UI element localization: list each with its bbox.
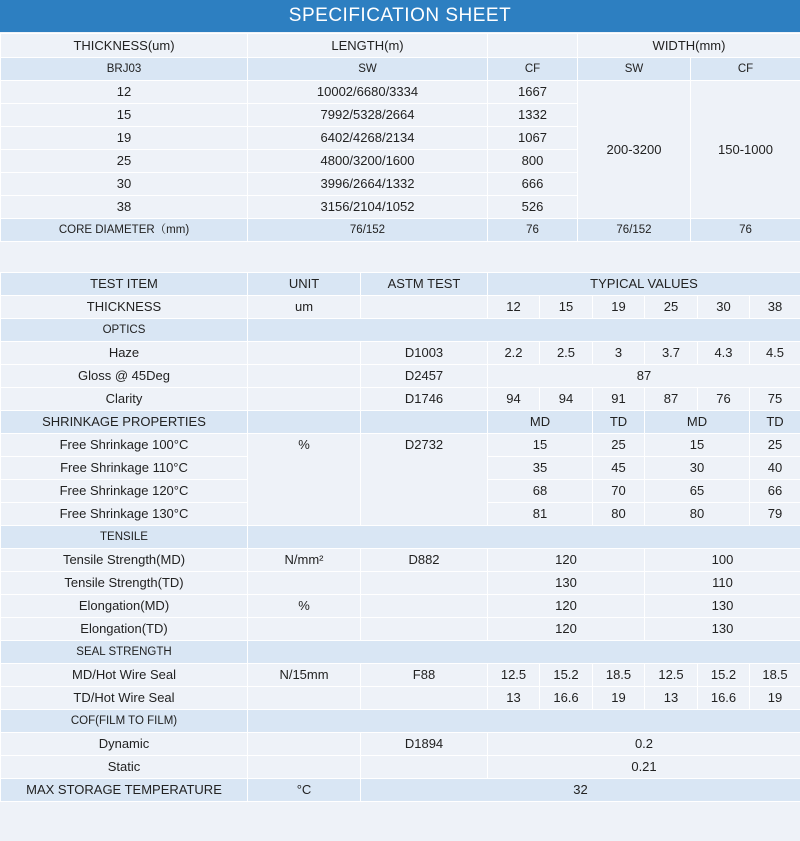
row-unit bbox=[248, 687, 361, 710]
spec-thickness: 30 bbox=[1, 173, 248, 196]
value-cell: 79 bbox=[750, 503, 800, 526]
row-label: Elongation(TD) bbox=[1, 618, 248, 641]
value-cell: 19 bbox=[750, 687, 800, 710]
spec-length-sw: 7992/5328/2664 bbox=[248, 104, 488, 127]
value-cell: 2.5 bbox=[540, 342, 593, 365]
row-astm bbox=[361, 296, 488, 319]
section-band bbox=[248, 411, 361, 434]
row-label: MD/Hot Wire Seal bbox=[1, 664, 248, 687]
value-cell: 45 bbox=[593, 457, 645, 480]
value-cell: 80 bbox=[593, 503, 645, 526]
value-cell: 15.2 bbox=[540, 664, 593, 687]
value-cell: 25 bbox=[750, 434, 800, 457]
header-test-item: TEST ITEM bbox=[1, 273, 248, 296]
value-cell: 35 bbox=[488, 457, 593, 480]
header-width: WIDTH(mm) bbox=[578, 34, 800, 58]
shrinkage-col-header: TD bbox=[593, 411, 645, 434]
row-unit bbox=[248, 365, 361, 388]
core-length-cf: 76 bbox=[488, 219, 578, 242]
value-cell: 100 bbox=[645, 549, 800, 572]
value-cell: 120 bbox=[488, 549, 645, 572]
value-cell: 0.2 bbox=[488, 733, 800, 756]
row-label: Free Shrinkage 100°C bbox=[1, 434, 248, 457]
value-cell: 76 bbox=[698, 388, 750, 411]
value-cell: 38 bbox=[750, 296, 800, 319]
row-unit bbox=[248, 756, 361, 779]
row-unit bbox=[248, 388, 361, 411]
value-cell: 94 bbox=[488, 388, 540, 411]
width-cf-range: 150-1000 bbox=[691, 81, 800, 219]
core-length-sw: 76/152 bbox=[248, 219, 488, 242]
header-typical-values: TYPICAL VALUES bbox=[488, 273, 800, 296]
value-cell: 75 bbox=[750, 388, 800, 411]
row-unit: N/mm² bbox=[248, 549, 361, 572]
value-cell: 81 bbox=[488, 503, 593, 526]
value-cell: 130 bbox=[645, 595, 800, 618]
value-cell: 15 bbox=[488, 434, 593, 457]
test-properties-table bbox=[0, 272, 800, 802]
row-label: TD/Hot Wire Seal bbox=[1, 687, 248, 710]
shrinkage-col-header: MD bbox=[488, 411, 593, 434]
section-cof: COF(FILM TO FILM) bbox=[1, 710, 248, 733]
core-width-sw: 76/152 bbox=[578, 219, 691, 242]
spec-length-sw: 3156/2104/1052 bbox=[248, 196, 488, 219]
row-unit: N/15mm bbox=[248, 664, 361, 687]
spec-length-sw: 3996/2664/1332 bbox=[248, 173, 488, 196]
page-title: SPECIFICATION SHEET bbox=[0, 0, 800, 32]
row-label: MAX STORAGE TEMPERATURE bbox=[1, 779, 248, 802]
spec-length-cf: 1332 bbox=[488, 104, 578, 127]
spec-thickness: 12 bbox=[1, 81, 248, 104]
row-astm bbox=[361, 687, 488, 710]
value-cell: 70 bbox=[593, 480, 645, 503]
row-label: Gloss @ 45Deg bbox=[1, 365, 248, 388]
row-astm: D2457 bbox=[361, 365, 488, 388]
row-astm: D882 bbox=[361, 549, 488, 572]
value-cell: 65 bbox=[645, 480, 750, 503]
value-cell: 80 bbox=[645, 503, 750, 526]
value-cell: 68 bbox=[488, 480, 593, 503]
value-cell: 0.21 bbox=[488, 756, 800, 779]
value-cell: 18.5 bbox=[750, 664, 800, 687]
value-cell: 110 bbox=[645, 572, 800, 595]
row-astm: D1894 bbox=[361, 733, 488, 756]
row-unit: °C bbox=[248, 779, 361, 802]
value-cell: 15.2 bbox=[698, 664, 750, 687]
value-cell: 12 bbox=[488, 296, 540, 319]
value-cell: 13 bbox=[645, 687, 698, 710]
value-cell: 87 bbox=[645, 388, 698, 411]
section-shrinkage: SHRINKAGE PROPERTIES bbox=[1, 411, 248, 434]
row-label: Dynamic bbox=[1, 733, 248, 756]
subheader-length-sw: SW bbox=[248, 58, 488, 81]
header-length: LENGTH(m) bbox=[248, 34, 488, 58]
value-cell: 15 bbox=[540, 296, 593, 319]
width-sw-range: 200-3200 bbox=[578, 81, 691, 219]
value-cell: 4.5 bbox=[750, 342, 800, 365]
spec-length-cf: 1067 bbox=[488, 127, 578, 150]
section-optics: OPTICS bbox=[1, 319, 248, 342]
header-thickness: THICKNESS(um) bbox=[1, 34, 248, 58]
shrinkage-col-header: MD bbox=[645, 411, 750, 434]
row-unit: % bbox=[248, 595, 361, 618]
row-label: THICKNESS bbox=[1, 296, 248, 319]
shrinkage-col-header: TD bbox=[750, 411, 800, 434]
section-band bbox=[248, 641, 800, 664]
row-astm: D2732 bbox=[361, 434, 488, 526]
subheader-width-sw: SW bbox=[578, 58, 691, 81]
header-empty bbox=[488, 34, 578, 58]
row-unit: um bbox=[248, 296, 361, 319]
value-cell: 30 bbox=[698, 296, 750, 319]
row-label: Haze bbox=[1, 342, 248, 365]
value-cell: 2.2 bbox=[488, 342, 540, 365]
value-cell: 25 bbox=[645, 296, 698, 319]
spec-thickness: 38 bbox=[1, 196, 248, 219]
value-cell: 12.5 bbox=[645, 664, 698, 687]
value-cell: 19 bbox=[593, 687, 645, 710]
row-unit bbox=[248, 733, 361, 756]
subheader-length-cf: CF bbox=[488, 58, 578, 81]
value-cell: 15 bbox=[645, 434, 750, 457]
row-unit bbox=[248, 342, 361, 365]
spec-length-cf: 526 bbox=[488, 196, 578, 219]
spec-length-cf: 1667 bbox=[488, 81, 578, 104]
value-cell: 18.5 bbox=[593, 664, 645, 687]
row-label: Tensile Strength(TD) bbox=[1, 572, 248, 595]
section-tensile: TENSILE bbox=[1, 526, 248, 549]
row-label: Clarity bbox=[1, 388, 248, 411]
value-cell: 120 bbox=[488, 595, 645, 618]
subheader-width-cf: CF bbox=[691, 58, 800, 81]
row-astm: F88 bbox=[361, 664, 488, 687]
row-astm: D1003 bbox=[361, 342, 488, 365]
value-cell: 12.5 bbox=[488, 664, 540, 687]
value-cell: 3 bbox=[593, 342, 645, 365]
header-unit: UNIT bbox=[248, 273, 361, 296]
spec-length-cf: 800 bbox=[488, 150, 578, 173]
section-band bbox=[248, 319, 800, 342]
spec-thickness: 15 bbox=[1, 104, 248, 127]
value-cell: 25 bbox=[593, 434, 645, 457]
value-cell: 19 bbox=[593, 296, 645, 319]
value-cell: 3.7 bbox=[645, 342, 698, 365]
spec-length-sw: 6402/4268/2134 bbox=[248, 127, 488, 150]
value-cell: 94 bbox=[540, 388, 593, 411]
row-astm bbox=[361, 618, 488, 641]
header-astm: ASTM TEST bbox=[361, 273, 488, 296]
spec-length-sw: 4800/3200/1600 bbox=[248, 150, 488, 173]
section-seal-strength: SEAL STRENGTH bbox=[1, 641, 248, 664]
section-band bbox=[248, 526, 800, 549]
row-unit bbox=[248, 618, 361, 641]
value-cell: 40 bbox=[750, 457, 800, 480]
row-astm bbox=[361, 572, 488, 595]
section-band bbox=[248, 710, 800, 733]
row-label: Free Shrinkage 110°C bbox=[1, 457, 248, 480]
value-cell: 32 bbox=[361, 779, 800, 802]
section-band bbox=[361, 411, 488, 434]
row-label: Free Shrinkage 120°C bbox=[1, 480, 248, 503]
spec-length-sw: 10002/6680/3334 bbox=[248, 81, 488, 104]
value-cell: 66 bbox=[750, 480, 800, 503]
value-cell: 87 bbox=[488, 365, 800, 388]
row-label: Static bbox=[1, 756, 248, 779]
row-unit bbox=[248, 572, 361, 595]
value-cell: 13 bbox=[488, 687, 540, 710]
spec-thickness: 19 bbox=[1, 127, 248, 150]
row-label: Free Shrinkage 130°C bbox=[1, 503, 248, 526]
core-width-cf: 76 bbox=[691, 219, 800, 242]
subheader-brand: BRJ03 bbox=[1, 58, 248, 81]
value-cell: 91 bbox=[593, 388, 645, 411]
spec-thickness: 25 bbox=[1, 150, 248, 173]
row-astm bbox=[361, 756, 488, 779]
specification-table bbox=[0, 33, 800, 242]
core-diameter-label: CORE DIAMETER（mm) bbox=[1, 219, 248, 242]
value-cell: 30 bbox=[645, 457, 750, 480]
row-astm: D1746 bbox=[361, 388, 488, 411]
value-cell: 16.6 bbox=[540, 687, 593, 710]
spec-length-cf: 666 bbox=[488, 173, 578, 196]
row-label: Tensile Strength(MD) bbox=[1, 549, 248, 572]
value-cell: 130 bbox=[488, 572, 645, 595]
value-cell: 130 bbox=[645, 618, 800, 641]
value-cell: 16.6 bbox=[698, 687, 750, 710]
row-label: Elongation(MD) bbox=[1, 595, 248, 618]
value-cell: 4.3 bbox=[698, 342, 750, 365]
row-astm bbox=[361, 595, 488, 618]
value-cell: 120 bbox=[488, 618, 645, 641]
row-unit: % bbox=[248, 434, 361, 526]
